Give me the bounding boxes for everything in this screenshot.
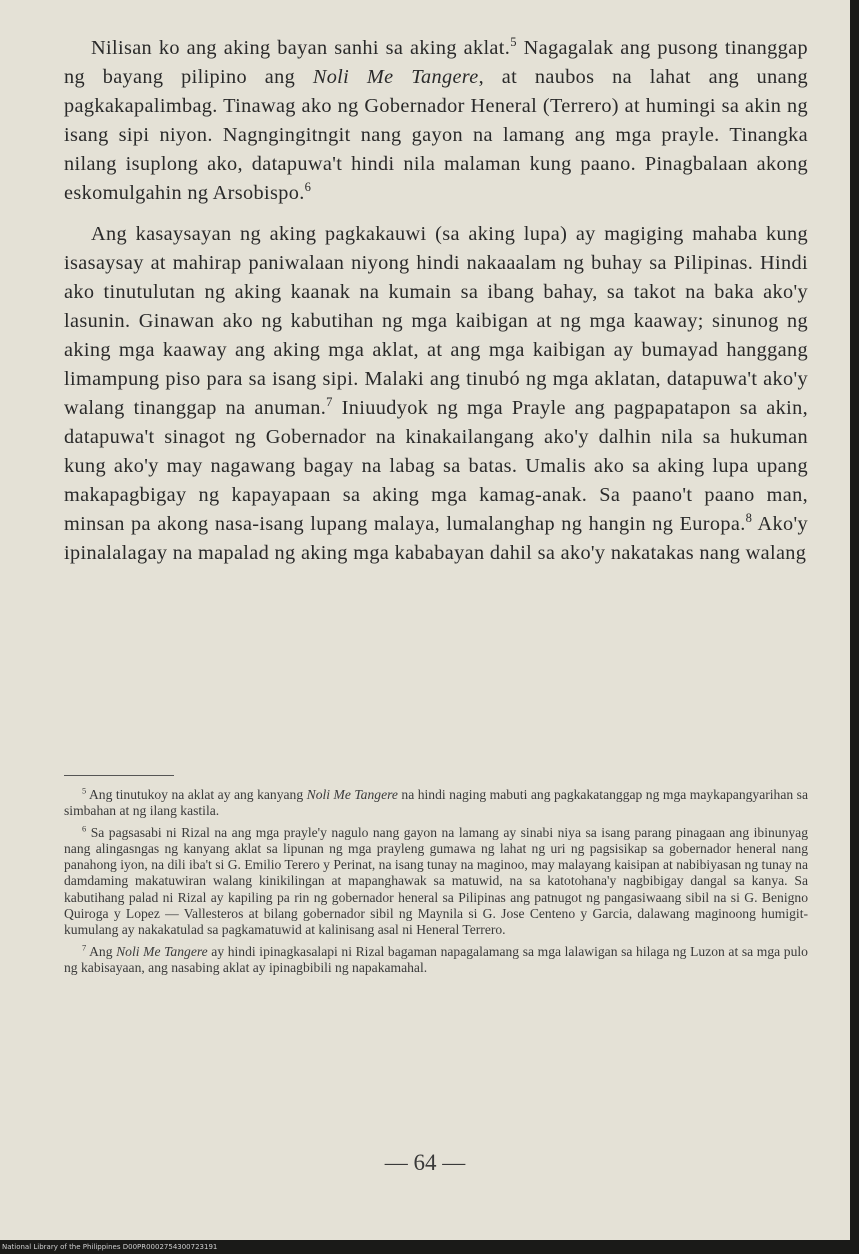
footnote-ref: 7 (326, 395, 333, 410)
footnote-text: na hindi naging mabuti ang pagkakatanggap ng mga maykapangyarihan sa simbahan at ng ilang kastila. (64, 787, 808, 819)
book-title: Noli Me Tangere (116, 943, 208, 959)
page-number: — 64 — (384, 1150, 466, 1175)
book-title: Noli Me Tangere (306, 787, 398, 802)
footnote-6 (64, 825, 808, 939)
footnote-text: Ang (86, 943, 117, 959)
footnote-marker: 7 (82, 942, 87, 953)
footnote-text: Sa pagsasabi ni Rizal na ang mga prayle'y nagulo nang gayon na lamang ay sinabi niya sa isang parang pinagaan ang ibinunyag nang alingasngas ng kanyang aklat sa lipunan ng mga prayleng gumawa ng lahat ng uri ng pagsisikap sa gobernador heneral nang panahong iyon, na dili iba't si G. Emilio Terero y Perinat, na isang tunay na maginoo, may malayang kaisipan at nabibiyasan ng tunay na damdaming makatuwiran walang kinikilingan at mapanghawak sa matuwid, na sa katotohana'y nagbibigay dangal sa kanya. Sa kabutihang palad ni Rizal ay kapiling pa rin ng gobernador heneral sa Pilipinas ang patnugot ng pangasiwaang sibil na si G. Benigno Quiroga y Lopez — Vallesteros at bilang gobernador sibil ng Maynila si G. Jose Centeno y Garcia, dalawang maginoong humigit-kumulang ay nakakatulad sa pagkamatuwid at kalinisang asal ni Heneral Terrero. (64, 824, 808, 938)
book-title: Noli Me Tangere (312, 66, 479, 88)
footnote-marker: 6 (82, 823, 87, 834)
footnotes (64, 787, 808, 981)
footnote-divider (64, 775, 174, 776)
scan-credit: National Library of the Philippines D00PR0002754300723191 (2, 1243, 218, 1251)
footnote-marker: 5 (82, 785, 87, 796)
paragraph-2 (64, 220, 808, 568)
paragraph-text: , at naubos na lahat ang unang pagkakapalimbag. Tinawag ako ng Gobernador Heneral (Terrero) at humingi sa akin ng isang sipi niyon. Nagngingitngit nang gayon na lamang ang mga prayle. Tinangka nilang isuplong ako, datapuwa't hindi nila malaman kung paano. Pinagbalaan akong eskomulgahin ng Arsobispo. (64, 66, 808, 204)
paragraph-text: Nagagalak ang pusong tinanggap ng bayang pilipino ang (64, 37, 808, 88)
main-text (64, 34, 808, 568)
paragraph-text: Nilisan ko ang aking bayan sanhi sa aking aklat. (91, 37, 511, 59)
paragraph-1 (64, 34, 808, 208)
footnote-ref: 8 (745, 511, 753, 526)
footnote-text: ay hindi ipinagkasalapi ni Rizal bagaman napagalamang sa mga lalawigan sa hilaga ng Luzon at sa mga pulo ng kabisayaan, ang nasabing aklat ay ipinagbibili ng napakamahal. (64, 943, 808, 975)
paragraph-text: Ako'y ipinalalagay na mapalad ng aking mga kababayan dahil sa ako'y nakatakas nang walang (64, 513, 808, 564)
paragraph-text: Iniuudyok ng mga Prayle ang pagpapatapon sa akin, datapuwa't sinagot ng Gobernador na kinakailangang ako'y dalhin nila sa hukuman kung ako'y may nagawang bagay na labag sa batas. Umalis ako sa aking lupa upang makapagbigay ng kapayapaan sa aking mga kamag-anak. Sa paano't paano man, minsan pa akong nasa-isang lupang malaya, lumalanghap ng hangin ng Europa. (64, 397, 808, 535)
footnote-7 (64, 944, 808, 977)
footnote-text: Ang tinutukoy na aklat ay ang kanyang (86, 787, 307, 802)
paragraph-text: Ang kasaysayan ng aking pagkakauwi (sa aking lupa) ay magiging mahaba kung isasaysay at mahirap paniwalaan niyong hindi nakaaalam ng buhay sa Pilipinas. Hindi ako tinutulutan ng aking kaanak na kumain sa ibang bahay, sa takot na baka ako'y lasunin. Ginawan ako ng kabutihan ng mga kaibigan at ng mga kaaway; sinunog ng aking mga kaaway ang aking mga aklat, at ang mga kaibigan ay bumayad hanggang limampung piso para sa isang sipi. Malaki ang tinubó ng mga aklatan, datapuwa't ako'y walang tinanggap na anuman. (64, 223, 808, 419)
footnote-5 (64, 787, 808, 820)
footnote-ref: 5 (510, 35, 517, 50)
footnote-ref: 6 (304, 180, 312, 195)
